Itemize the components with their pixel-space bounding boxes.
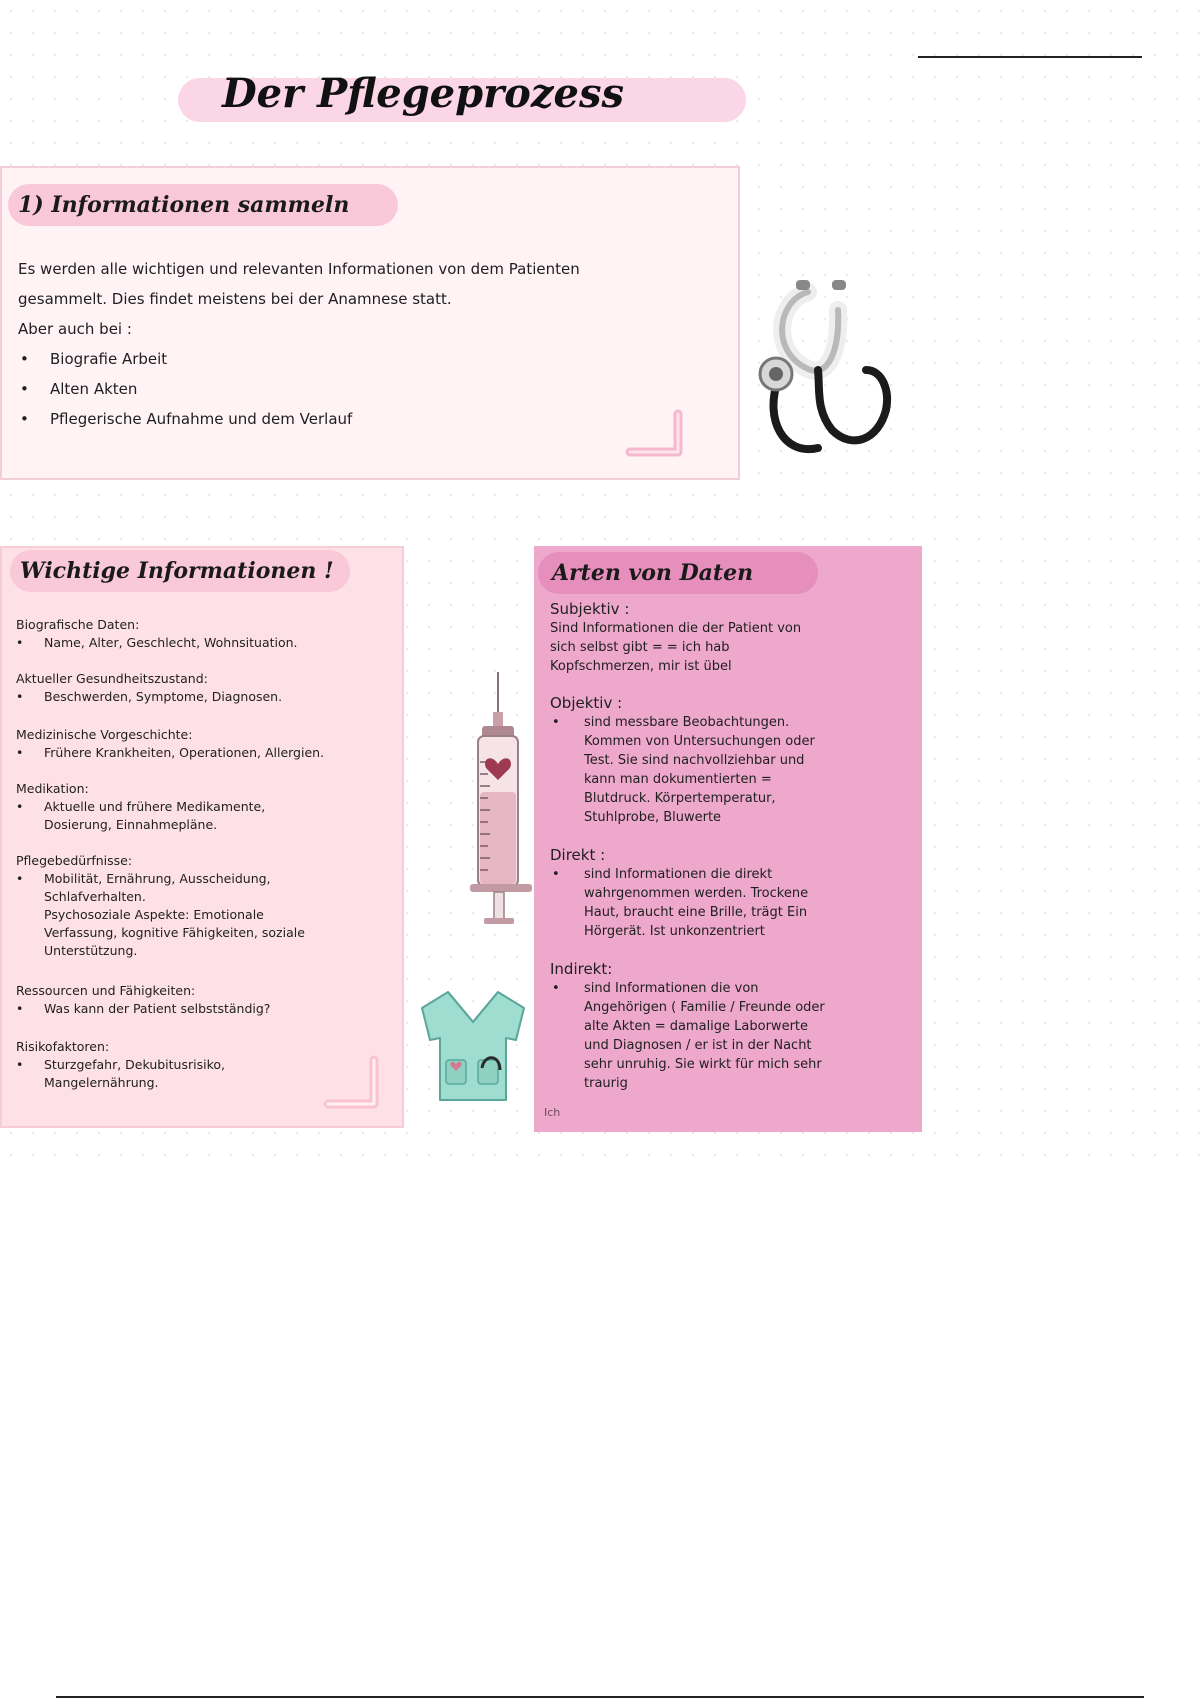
section-medication (16, 780, 396, 834)
direct-section (550, 846, 900, 941)
direct-line: Haut, braucht eine Brille, trägt Ein (584, 905, 808, 920)
data-types-heading: Arten von Daten (538, 552, 818, 594)
objective-line: kann man dokumentierten = (584, 772, 772, 787)
subjective-label: Subjektiv : (550, 600, 630, 618)
section-label: Ressourcen und Fähigkeiten: (16, 983, 196, 998)
info-heading: 1) Informationen sammeln (8, 184, 398, 226)
direct-label: Direkt : (550, 846, 606, 864)
section-line: Unterstützung. (44, 943, 138, 958)
section-line: • Mobilität, Ernährung, Ausscheidung, (16, 870, 396, 888)
section-label: Medizinische Vorgeschichte: (16, 727, 193, 742)
indirect-line: und Diagnosen / er ist in der Nacht (584, 1038, 812, 1053)
indirect-line: Angehörigen ( Familie / Freunde oder (584, 1000, 825, 1015)
top-rule (918, 56, 1142, 58)
indirect-line: sehr unruhig. Sie wirkt für mich sehr (584, 1057, 822, 1072)
important-heading: Wichtige Informationen ! (10, 550, 350, 592)
intro-line-1: Es werden alle wichtigen und relevanten Informationen von dem Patienten (18, 260, 580, 278)
subjective-line: sich selbst gibt = = ich hab (550, 640, 730, 655)
section-line: • Frühere Krankheiten, Operationen, Allergien. (16, 744, 396, 762)
section-line: • Beschwerden, Symptome, Diagnosen. (16, 688, 396, 706)
direct-line: wahrgenommen werden. Trockene (584, 886, 809, 901)
section-line: • Was kann der Patient selbstständig? (16, 1000, 396, 1018)
small-note: Ich (544, 1106, 561, 1119)
section-resources (16, 982, 396, 1018)
indirect-line: traurig (584, 1076, 628, 1091)
section-label: Medikation: (16, 781, 89, 796)
objective-section (550, 694, 900, 827)
section-line: • Aktuelle und frühere Medikamente, (16, 798, 396, 816)
section-line: Verfassung, kognitive Fähigkeiten, soziale (44, 925, 305, 940)
list-item: • Biografie Arbeit (18, 344, 718, 374)
bottom-rule (56, 1696, 1144, 1698)
indirect-line: • sind Informationen die von (550, 979, 900, 998)
stethoscope-icon (748, 270, 908, 470)
objective-line: Stuhlprobe, Bluwerte (584, 810, 722, 825)
section-health-status (16, 670, 396, 706)
section-line: Psychosoziale Aspekte: Emotionale (44, 907, 264, 922)
indirect-label: Indirekt: (550, 960, 613, 978)
section-line: Mangelernährung. (44, 1075, 159, 1090)
direct-line: • sind Informationen die direkt (550, 865, 900, 884)
page-blank-area (0, 1170, 1200, 1700)
section-label: Risikofaktoren: (16, 1039, 110, 1054)
indirect-line: alte Akten = damalige Laborwerte (584, 1019, 809, 1034)
info-card (0, 166, 740, 480)
data-types-card (534, 546, 922, 1132)
subjective-line: Sind Informationen die der Patient von (550, 621, 802, 636)
section-label: Aktueller Gesundheitszustand: (16, 671, 208, 686)
important-info-card (0, 546, 404, 1128)
corner-bracket-icon (622, 408, 690, 462)
objective-line: Blutdruck. Körpertemperatur, (584, 791, 776, 806)
subjective-section (550, 600, 900, 676)
intro-line-2: gesammelt. Dies findet meistens bei der Anamnese statt. (18, 290, 452, 308)
corner-bracket-icon (320, 1052, 388, 1116)
section-biographic (16, 616, 396, 652)
page-title: Der Pflegeprozess (221, 70, 625, 117)
indirect-section (550, 960, 900, 1093)
subjective-line: Kopfschmerzen, mir ist übel (550, 659, 732, 674)
section-label: Pflegebedürfnisse: (16, 853, 133, 868)
direct-line: Hörgerät. Ist unkonzentriert (584, 924, 765, 939)
section-label: Biografische Daten: (16, 617, 140, 632)
section-care-needs (16, 852, 396, 960)
section-line: Schlafverhalten. (44, 889, 146, 904)
section-medical-history (16, 726, 396, 762)
objective-line: Test. Sie sind nachvollziehbar und (584, 753, 805, 768)
section-line: • Sturzgefahr, Dekubitusrisiko, (16, 1056, 396, 1074)
source-list (18, 344, 718, 434)
list-item: • Pflegerische Aufnahme und dem Verlauf (18, 404, 718, 434)
section-line: Dosierung, Einnahmepläne. (44, 817, 218, 832)
scrubs-shirt-icon (418, 988, 528, 1106)
syringe-icon (462, 672, 538, 932)
objective-line: • sind messbare Beobachtungen. (550, 713, 900, 732)
also-label: Aber auch bei : (18, 320, 132, 338)
info-body (18, 254, 718, 434)
list-item: • Alten Akten (18, 374, 718, 404)
section-line: • Name, Alter, Geschlecht, Wohnsituation. (16, 634, 396, 652)
objective-label: Objektiv : (550, 694, 623, 712)
objective-line: Kommen von Untersuchungen oder (584, 734, 815, 749)
